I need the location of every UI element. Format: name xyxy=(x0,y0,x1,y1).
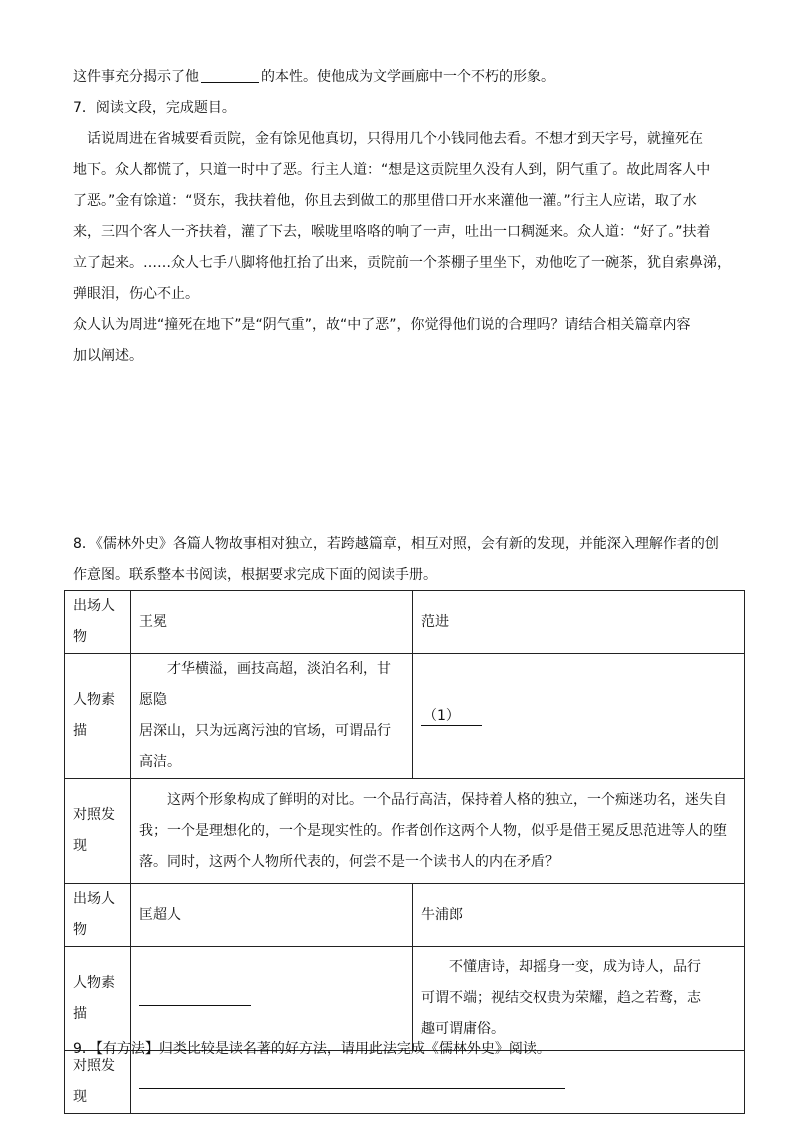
label-characters: 出场人物 xyxy=(65,591,131,654)
wang-mian-desc-line-1: 才华横溢，画技高超，淡泊名利，甘愿隐 xyxy=(139,661,391,708)
q6-tail-line xyxy=(73,62,733,93)
q6-tail-after: 的本性。使他成为文学画廊中一个不朽的形象。 xyxy=(261,69,555,85)
wang-mian-desc-line-2: 居深山，只为远离污浊的官场，可谓品行高洁。 xyxy=(139,723,391,770)
q6-answer-blank[interactable] xyxy=(201,66,259,83)
niu-pulang-desc-line-3: 趣可谓庸俗。 xyxy=(421,1021,505,1037)
label-description-2: 人物素描 xyxy=(65,947,131,1051)
table-row xyxy=(65,779,745,884)
kuang-chaoren-answer-blank[interactable] xyxy=(139,991,251,1006)
label-characters-2: 出场人物 xyxy=(65,884,131,947)
q6-tail-before: 这件事充分揭示了他 xyxy=(73,69,199,85)
q9-line xyxy=(73,1034,733,1065)
q7-heading: 7．阅读文段，完成题目。 xyxy=(73,100,236,116)
comparison-line-1: 这两个形象构成了鲜明的对比。一个品行高洁，保持着人格的独立，一个痴迷功名，迷失自 xyxy=(167,791,727,808)
q8-intro-line-1: 8．《儒林外史》各篇人物故事相对独立，若跨越篇章，相互对照，会有新的发现，并能深入理解作者的创 xyxy=(73,536,719,552)
character-niu-pulang: 牛浦郎 xyxy=(413,884,745,947)
label-comparison-2: 对照发现 xyxy=(65,1051,131,1114)
wang-mian-description xyxy=(131,654,413,779)
q7-passage-line-5: 立了起来。……众人七手八脚将他扛抬了出来，贡院前一个茶棚子里坐下，劝他吃了一碗茶，犹自索鼻涕， xyxy=(73,255,731,271)
q9-number: 9． xyxy=(73,1041,96,1057)
q7-passage-line-2: 地下。众人都慌了，只道一时中了恶。行主人道：“想是这贡院里久没有人到，阴气重了。故此周客人中 xyxy=(73,162,711,178)
niu-pulang-desc-line-2: 可谓不端；视结交权贵为荣耀，趋之若鹜，志 xyxy=(421,990,701,1006)
character-wang-mian: 王冕 xyxy=(131,591,413,654)
table-row xyxy=(65,591,745,654)
q7-question-line-2: 加以阐述。 xyxy=(73,348,143,364)
niu-pulang-desc-line-1: 不懂唐诗，却摇身一变，成为诗人，品行 xyxy=(449,959,701,975)
q7-passage-line-3: 了恶。”金有馀道：“贤东，我扶着他，你且去到做工的那里借口开水来灌他一灌。”行主人应诺，取了水 xyxy=(73,193,697,209)
q7-passage-line-1: 话说周进在省城要看贡院，金有馀见他真切，只得用几个小钱同他去看。不想才到天字号，就撞死在 xyxy=(87,131,703,147)
q9-text: 归类比较是读名著的好方法，请用此法完成《儒林外史》阅读。 xyxy=(158,1041,551,1057)
fan-jin-description-cell[interactable] xyxy=(413,654,745,779)
fan-jin-answer-slot[interactable]: （1） xyxy=(421,707,482,726)
q8-intro-line-2: 作意图。联系整本书阅读，根据要求完成下面的阅读手册。 xyxy=(73,567,437,583)
comparison-line-3: 落。同时，这两个人物所代表的，何尝不是一个读书人的内在矛盾？ xyxy=(139,853,559,870)
table-row xyxy=(65,654,745,779)
comparison-answer-blank[interactable] xyxy=(139,1074,565,1089)
q9-tag: 【有方法】 xyxy=(95,1041,159,1057)
comparison-cell-1 xyxy=(131,779,745,884)
table-row xyxy=(65,884,745,947)
label-description: 人物素描 xyxy=(65,654,131,779)
q7-passage-line-4: 来，三四个客人一齐扶着，灌了下去，喉咙里咯咯的响了一声，吐出一口稠涎来。众人道：“好了。”扶着 xyxy=(73,224,711,240)
comparison-line-2: 我；一个是理想化的，一个是现实性的。作者创作这两个人物，似乎是借王冕反思范进等人的堕 xyxy=(139,822,727,839)
label-comparison: 对照发现 xyxy=(65,779,131,884)
character-fan-jin: 范进 xyxy=(413,591,745,654)
q7-question-line-1: 众人认为周进“撞死在地下”是“阴气重”，故“中了恶”，你觉得他们说的合理吗？请结合相关篇章内容 xyxy=(73,317,691,333)
q7-passage-line-6: 弹眼泪，伤心不止。 xyxy=(73,286,199,302)
character-kuang-chaoren: 匡超人 xyxy=(131,884,413,947)
